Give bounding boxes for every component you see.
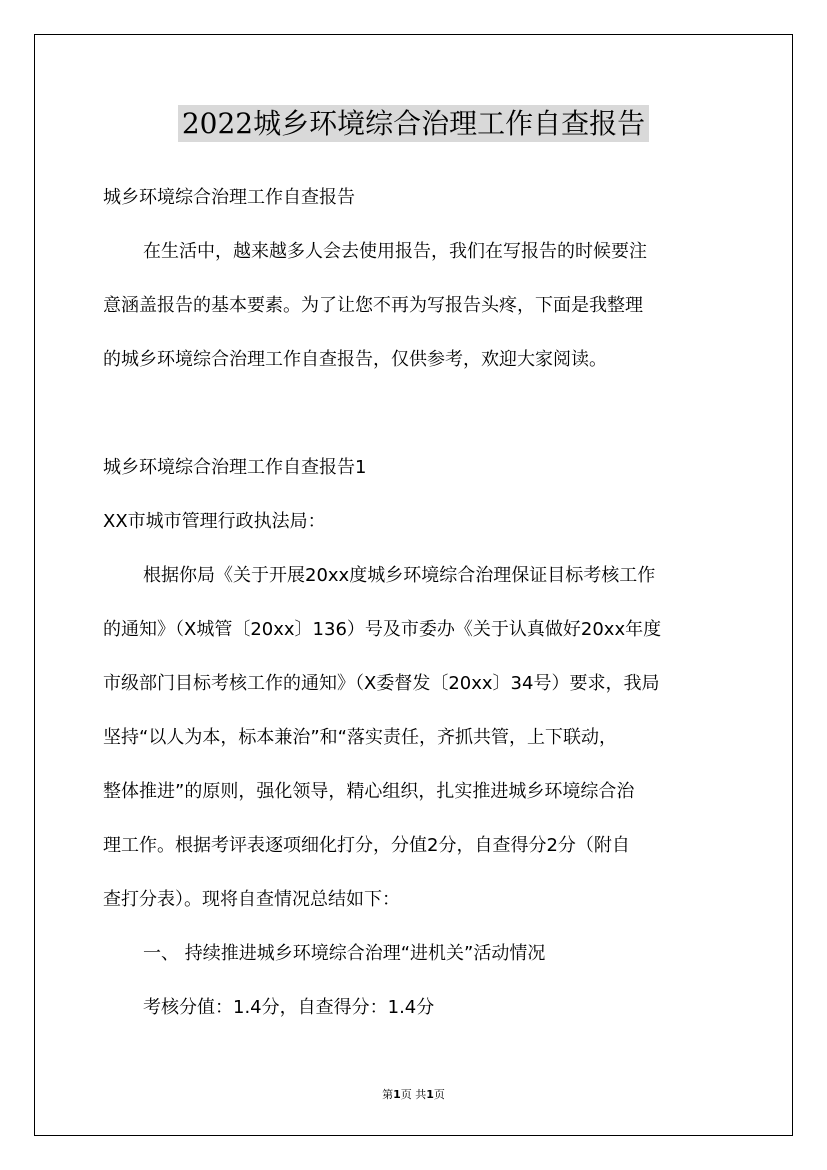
item-heading: 一、 持续推进城乡环境综合治理“进机关”活动情况	[143, 943, 546, 964]
intro-line-1: 在生活中，越来越多人会去使用报告，我们在写报告的时候要注	[143, 241, 647, 262]
body-line-5: 整体推进”的原则，强化领导，精心组织，扎实推进城乡环境综合治	[103, 781, 635, 802]
body-line-6: 理工作。根据考评表逐项细化打分，分值2分，自查得分2分（附自	[103, 835, 630, 856]
body-line-3: 市级部门目标考核工作的通知》（X委督发〔20xx〕34号）要求，我局	[103, 673, 660, 694]
score-line: 考核分值：1.4分，自查得分：1.4分	[143, 997, 435, 1018]
section-title: 城乡环境综合治理工作自查报告1	[103, 457, 367, 478]
intro-line-3: 的城乡环境综合治理工作自查报告，仅供参考，欢迎大家阅读。	[103, 349, 607, 370]
current-page-number: 1	[393, 1088, 401, 1101]
page-footer: 第1页 共1页	[382, 1088, 445, 1101]
total-page-number: 1	[426, 1088, 434, 1101]
body-line-2: 的通知》（X城管〔20xx〕136）号及市委办《关于认真做好20xx年度	[103, 619, 662, 640]
body-line-7: 查打分表）。现将自查情况总结如下：	[103, 889, 400, 910]
document-title: 2022城乡环境综合治理工作自查报告	[0, 102, 827, 142]
body-line-4: 坚持“以人为本，标本兼治”和“落实责任，齐抓共管，上下联动，	[103, 727, 617, 748]
subtitle: 城乡环境综合治理工作自查报告	[103, 187, 355, 208]
addressee: XX市城市管理行政执法局：	[103, 511, 326, 532]
intro-line-2: 意涵盖报告的基本要素。为了让您不再为写报告头疼，下面是我整理	[103, 295, 643, 316]
body-line-1: 根据你局《关于开展20xx度城乡环境综合治理保证目标考核工作	[143, 565, 656, 586]
